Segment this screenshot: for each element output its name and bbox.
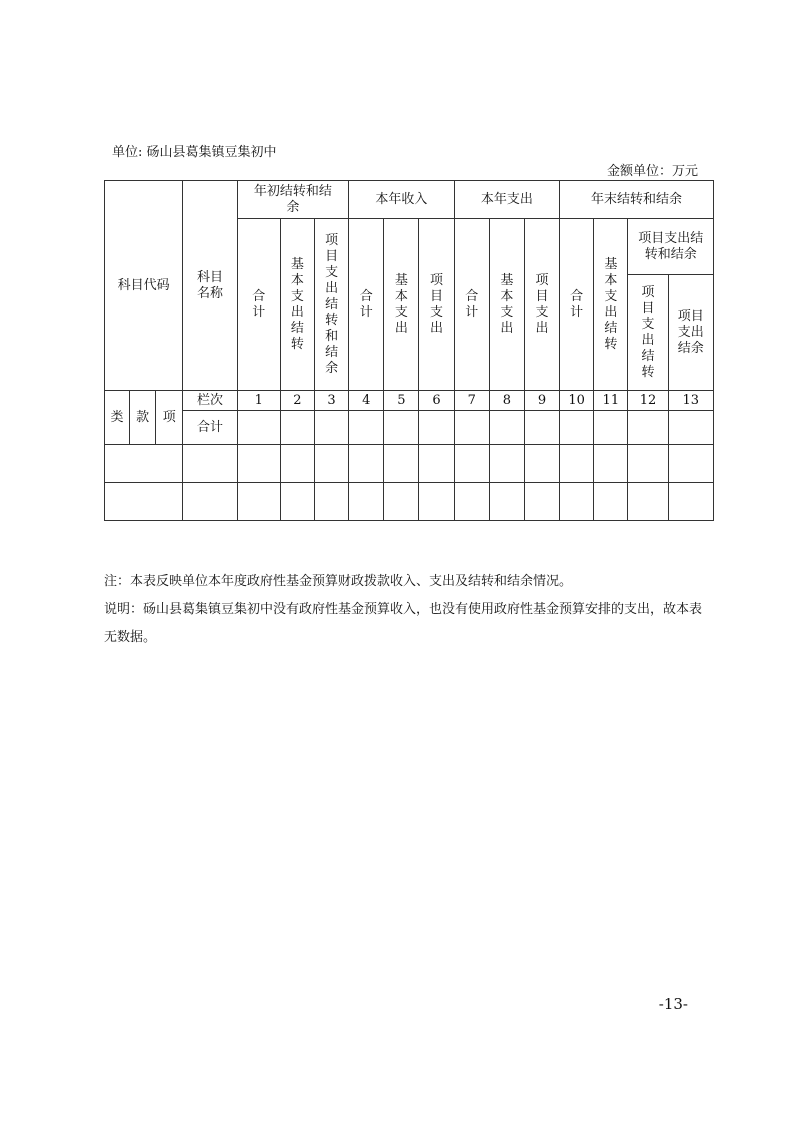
table-cell — [594, 483, 628, 521]
table-cell — [668, 445, 713, 483]
table-cell — [628, 411, 668, 445]
column-number: 9 — [524, 391, 559, 411]
ending-project-carryover-balance-header: 项目支出结转和结余 — [628, 219, 714, 275]
income-basic-header: 基本支出 — [384, 219, 419, 391]
table-cell — [594, 445, 628, 483]
column-number: 5 — [384, 391, 419, 411]
item-header: 项 — [156, 391, 183, 445]
opening-balance-group-header: 年初结转和结余 — [237, 181, 349, 219]
income-project-header: 项目支出 — [419, 219, 454, 391]
table-cell — [314, 445, 348, 483]
opening-total-header: 合计 — [237, 219, 280, 391]
table-cell — [384, 411, 419, 445]
section-header: 款 — [130, 391, 156, 445]
table-cell — [280, 411, 314, 445]
opening-project-carryover-header: 项目支出结转和结余 — [314, 219, 348, 391]
table-cell — [454, 445, 489, 483]
table-cell — [280, 445, 314, 483]
ending-project-balance-header: 项目支出结余 — [668, 275, 713, 391]
table-cell — [560, 445, 594, 483]
table-row — [105, 483, 714, 521]
table-cell — [594, 411, 628, 445]
table-cell — [349, 483, 384, 521]
column-number: 12 — [628, 391, 668, 411]
column-number: 6 — [419, 391, 454, 411]
expense-basic-header: 基本支出 — [489, 219, 524, 391]
table-cell — [454, 483, 489, 521]
table-cell — [237, 483, 280, 521]
table-cell — [628, 483, 668, 521]
table-cell — [489, 445, 524, 483]
table-explanation: 说明：砀山县葛集镇豆集初中没有政府性基金预算收入，也没有使用政府性基金预算安排的支出，故本表无数据。 — [104, 602, 703, 645]
table-cell — [237, 445, 280, 483]
table-cell — [349, 445, 384, 483]
fund-budget-table — [104, 180, 714, 521]
page-number: -13- — [658, 995, 688, 1013]
table-cell — [237, 411, 280, 445]
table-cell — [183, 445, 237, 483]
unit-label: 单位: 砀山县葛集镇豆集初中 — [112, 145, 277, 160]
category-header: 类 — [105, 391, 130, 445]
ending-project-carryover-header: 项目支出结转 — [628, 275, 668, 391]
column-number: 8 — [489, 391, 524, 411]
expense-total-header: 合计 — [454, 219, 489, 391]
income-group-header: 本年收入 — [349, 181, 454, 219]
ending-total-header: 合计 — [560, 219, 594, 391]
table-cell — [384, 445, 419, 483]
column-number: 11 — [594, 391, 628, 411]
column-number: 2 — [280, 391, 314, 411]
column-number: 4 — [349, 391, 384, 411]
column-number: 13 — [668, 391, 713, 411]
subject-name-header: 科目名称 — [183, 181, 237, 391]
column-number: 10 — [560, 391, 594, 411]
table-cell — [419, 445, 454, 483]
expense-group-header: 本年支出 — [454, 181, 559, 219]
amount-unit-label: 金额单位：万元 — [606, 164, 698, 179]
column-number: 7 — [454, 391, 489, 411]
total-row-label: 合计 — [183, 411, 237, 445]
table-cell — [454, 411, 489, 445]
opening-basic-carryover-header: 基本支出结转 — [280, 219, 314, 391]
column-number: 1 — [237, 391, 280, 411]
table-cell — [668, 411, 713, 445]
column-number-label: 栏次 — [183, 391, 237, 411]
table-cell — [489, 483, 524, 521]
table-cell — [628, 445, 668, 483]
table-cell — [524, 411, 559, 445]
ending-balance-group-header: 年末结转和结余 — [560, 181, 714, 219]
table-cell — [280, 483, 314, 521]
table-cell — [349, 411, 384, 445]
table-cell — [560, 411, 594, 445]
table-note: 注：本表反映单位本年度政府性基金预算财政拨款收入、支出及结转和结余情况。 — [104, 574, 573, 589]
expense-project-header: 项目支出 — [524, 219, 559, 391]
column-number: 3 — [314, 391, 348, 411]
table-cell — [668, 483, 713, 521]
table-cell — [314, 411, 348, 445]
table-cell — [524, 445, 559, 483]
table-cell — [314, 483, 348, 521]
table-cell — [183, 483, 237, 521]
income-total-header: 合计 — [349, 219, 384, 391]
ending-basic-carryover-header: 基本支出结转 — [594, 219, 628, 391]
table-cell — [419, 483, 454, 521]
table-cell — [489, 411, 524, 445]
subject-code-header: 科目代码 — [105, 181, 183, 391]
table-cell — [105, 483, 183, 521]
table-row — [105, 445, 714, 483]
table-cell — [560, 483, 594, 521]
table-cell — [524, 483, 559, 521]
table-cell — [105, 445, 183, 483]
table-cell — [384, 483, 419, 521]
table-cell — [419, 411, 454, 445]
